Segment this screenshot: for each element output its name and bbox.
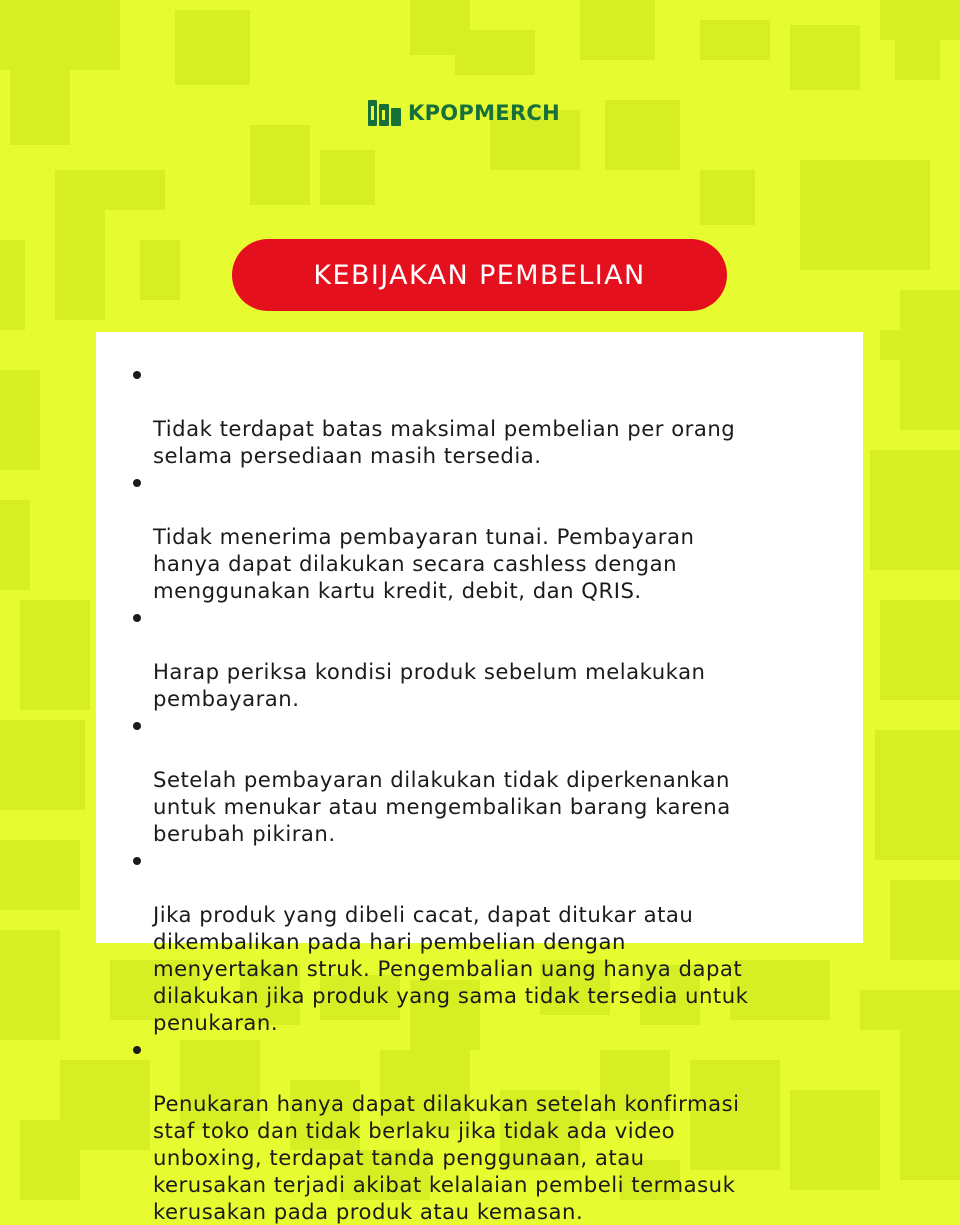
- pattern-shape: [900, 1030, 960, 1180]
- policy-item-4: [96, 712, 843, 847]
- policy-text: Setelah pembayaran dilakukan tidak diperkenankan untuk menukar atau mengembalikan barang karena berubah pikiran.: [153, 767, 731, 846]
- pattern-shape: [880, 0, 960, 40]
- policy-text: Jika produk yang dibeli cacat, dapat ditukar atau dikembalikan pada hari pembelian dengan menyertakan struk. Pengembalian uang hanya dapat dilakukan jika produk yang sama tidak tersedia untuk penukaran.: [153, 902, 749, 1035]
- pattern-shape: [700, 20, 770, 60]
- policy-item-3: [96, 604, 843, 712]
- title-banner: [232, 239, 727, 311]
- bullet-icon: [133, 722, 141, 730]
- brand-name: KPOPMERCH: [408, 101, 561, 125]
- brand-logo[interactable]: [368, 95, 560, 131]
- pattern-shape: [800, 160, 930, 270]
- bullet-icon: [133, 371, 141, 379]
- bullet-icon: [133, 614, 141, 622]
- pattern-shape: [455, 30, 535, 75]
- pattern-shape: [880, 600, 960, 700]
- pattern-shape: [0, 840, 80, 910]
- page-title: KEBIJAKAN PEMBELIAN: [313, 259, 646, 291]
- policy-text: Tidak menerima pembayaran tunai. Pembayaran hanya dapat dilakukan secara cashless dengan menggunakan kartu kredit, debit, dan QRIS.: [153, 524, 695, 603]
- pattern-shape: [895, 40, 940, 80]
- pattern-shape: [250, 125, 310, 205]
- pattern-shape: [140, 240, 180, 300]
- logo-block: [391, 108, 401, 126]
- pattern-shape: [55, 170, 165, 210]
- pattern-shape: [10, 55, 70, 145]
- pattern-shape: [320, 150, 375, 205]
- pattern-shape: [875, 730, 960, 860]
- pattern-shape: [605, 100, 680, 170]
- logo-accent: [382, 110, 385, 120]
- policy-text: Harap periksa kondisi produk sebelum melakukan pembayaran.: [153, 659, 706, 711]
- bullet-icon: [133, 479, 141, 487]
- pattern-shape: [0, 500, 30, 590]
- pattern-shape: [0, 240, 25, 330]
- pattern-shape: [870, 450, 960, 570]
- policy-item-1: [96, 361, 843, 469]
- pattern-shape: [0, 930, 60, 1040]
- policy-text: Penukaran hanya dapat dilakukan setelah konfirmasi staf toko dan tidak berlaku jika tidak ada video unboxing, terdapat tanda penggunaan, atau kerusakan terjadi akibat kelalaian pembeli termasuk kerusakan pada produk atau kemasan.: [153, 1091, 740, 1224]
- policy-text: Tidak terdapat batas maksimal pembelian per orang selama persediaan masih tersedia.: [153, 416, 736, 468]
- pattern-shape: [890, 880, 960, 960]
- policy-item-2: [96, 469, 843, 604]
- kpopmerch-logo-icon: [368, 96, 402, 130]
- pattern-shape: [85, 10, 115, 40]
- logo-accent: [371, 106, 374, 120]
- pattern-shape: [0, 720, 85, 810]
- policy-card: [96, 332, 863, 1224]
- pattern-shape: [580, 0, 655, 60]
- pattern-shape: [175, 10, 250, 85]
- policy-item-6: [96, 1036, 843, 1225]
- pattern-shape: [700, 170, 755, 225]
- bullet-icon: [133, 857, 141, 865]
- bullet-icon: [133, 1046, 141, 1054]
- pattern-shape: [860, 990, 960, 1030]
- pattern-shape: [20, 1120, 80, 1200]
- pattern-shape: [0, 370, 40, 470]
- pattern-shape: [790, 25, 860, 90]
- pattern-shape: [20, 600, 90, 710]
- policy-item-5: [96, 847, 843, 1036]
- policy-list: [96, 361, 843, 1225]
- pattern-shape: [880, 330, 920, 360]
